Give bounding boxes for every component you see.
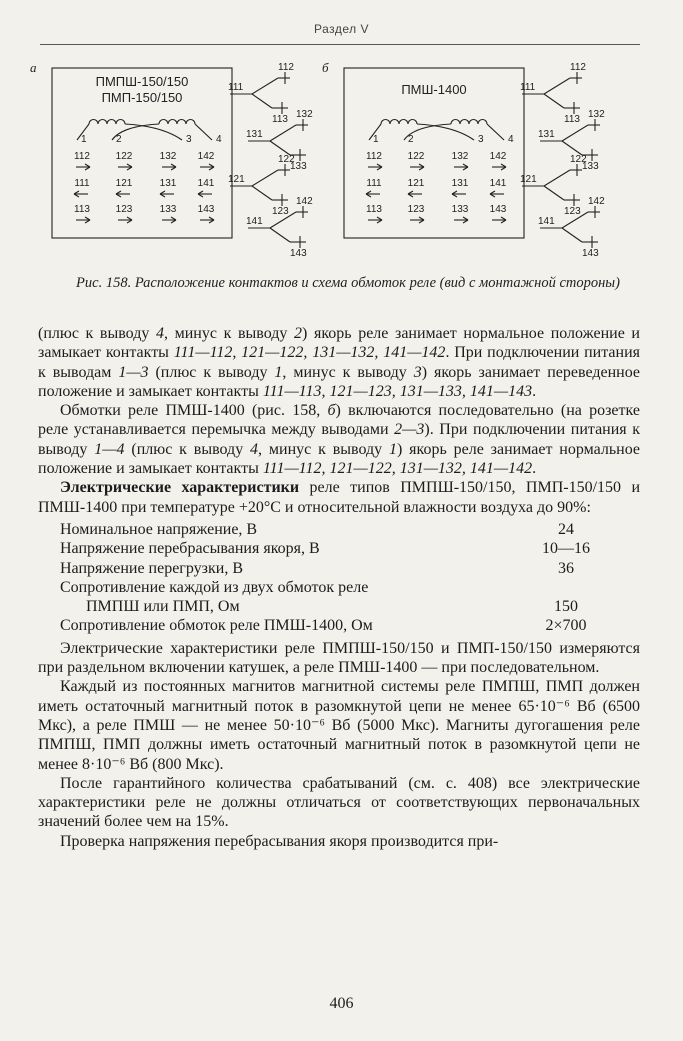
panel-a-contact-label: 123: [115, 204, 133, 215]
figure-caption: Рис. 158. Расположение контактов и схема обмоток реле (вид с монтажной стороны): [76, 275, 620, 291]
schematic-a-sw-lower: [252, 186, 272, 200]
panel-b-terminal-label: 2: [408, 134, 414, 145]
panel-a-contact-label: 132: [159, 151, 177, 162]
panel-b-contact-label: 123: [407, 204, 425, 215]
schematic-b-sw-bottom-label: 113: [564, 114, 580, 125]
schematic-b-sw-common-label: 131: [538, 129, 555, 140]
panel-b-contact-label: 133: [451, 204, 469, 215]
specs-list: [38, 520, 640, 636]
paragraph-1: (плюс к выводу 4, минус к выводу 2) якорь реле занимает нормальное положение и замыкает контакты 111—112, 121—122, 131—132, 141—142. При подключении питания к выводам 1—3 (плюс к выводу 1, минус к выводу 3) якорь занимает переведенное положение и замыкает контакты 111—113, 121—123, 131—133, 141—143.: [38, 325, 641, 400]
panel-a-coil-left: [89, 120, 125, 125]
panel-b-lead-4: [487, 124, 504, 140]
panel-b-contact-label: 131: [451, 178, 469, 189]
schematic-b-sw-top-label: 132: [588, 109, 605, 120]
schematic-a-sw-top-label: 142: [296, 196, 313, 207]
paragraph-5: Каждый из постоянных магнитов магнитной системы реле ПМПШ, ПМП должен иметь остаточный магнитный поток в разомкнутой цепи не менее 65·10⁻⁶ Вб (6500 Мкс), а реле ПМШ — не менее 50·10⁻⁶ Вб (5000 Мкс). Магниты дугогашения реле ПМПШ, ПМП должны иметь остаточный магнитный поток в разомкнутой цепи не менее 8·10⁻⁶ Вб (800 Мкс).: [38, 678, 640, 773]
schematic-a-sw-blade: [270, 125, 296, 141]
panel-b-contact-label: 132: [451, 151, 469, 162]
panel-b-coil-right: [451, 120, 487, 125]
panel-a-letter: а: [30, 60, 37, 75]
paragraph-4: Электрические характеристики реле ПМПШ-150/150 и ПМП-150/150 измеряются при раздельном включении катушек, а реле ПМШ-1400 — при последовательном.: [38, 639, 640, 677]
schematic-a-sw-common-label: 111: [228, 82, 244, 93]
schematic-b-sw-common-label: 141: [538, 216, 555, 227]
schematic-b-sw-common-label: 121: [520, 174, 537, 185]
panel-a-terminal-label: 4: [216, 134, 222, 145]
schematic-b-sw-bottom-label: 143: [582, 248, 599, 259]
schematic-a-sw-common-label: 131: [246, 129, 263, 140]
paragraph-6: После гарантийного количества срабатываний (см. с. 408) все электрические характеристики реле не должны отличаться от соответствующих первоначальных значений более чем на 15%.: [38, 774, 640, 831]
paragraph-3: Электрические характеристики реле типов ПМПШ-150/150, ПМП-150/150 и ПМШ-1400 при температуре +20°С и относительной влажности воздуха до 90%:: [38, 479, 641, 516]
panel-b-contact-label: 141: [489, 178, 507, 189]
schematic-a-sw-lower: [252, 94, 272, 108]
schematic-a-sw-common-label: 121: [228, 174, 245, 185]
schematic-b-sw-blade: [544, 78, 570, 94]
schematic-b-sw-common-label: 111: [520, 82, 536, 93]
panel-a-terminal-label: 2: [116, 134, 122, 145]
schematic-a-sw-top-label: 112: [278, 62, 294, 73]
panel-a-coil-right: [159, 120, 195, 125]
schematic-a-sw-common-label: 141: [246, 216, 263, 227]
panel-a-contact-label: 112: [74, 151, 90, 162]
panel-a-terminal-label: 3: [186, 134, 192, 145]
panel-b-terminal-label: 1: [373, 134, 379, 145]
schematic-a-sw-bottom-label: 113: [272, 114, 288, 125]
panel-b-contact-label: 111: [366, 178, 382, 189]
schematic-a-sw-bottom-label: 143: [290, 248, 307, 259]
schematic-a-sw-blade: [252, 170, 278, 186]
schematic-a-sw-bottom-label: 133: [290, 161, 307, 172]
schematic-b-sw-top-label: 122: [570, 154, 587, 165]
panel-b-contact-label: 122: [407, 151, 425, 162]
figure-158: [30, 56, 650, 266]
panel-b-lead-cross-1: [417, 124, 474, 140]
schematic-b-sw-bottom-label: 133: [582, 161, 599, 172]
paragraph-2: Обмотки реле ПМШ-1400 (рис. 158, б) включаются последовательно (на розетке реле устанавливается перемычка между выводами 2—3). При подключении питания к выводу 1—4 (плюс к выводу 4, минус к выводу 1) якорь реле занимает нормальное положение и замыкает контакты 111—112, 121—122, 131—132, 141—142.: [38, 402, 641, 478]
relay-contacts-diagram: [30, 56, 650, 266]
panel-a-contact-label: 133: [159, 204, 177, 215]
schematic-b-sw-bottom-label: 123: [564, 206, 581, 217]
panel-a-lead-4: [195, 124, 212, 140]
panel-b-coil-left: [381, 120, 417, 125]
panel-b-contact-label: 113: [366, 204, 382, 215]
schematic-b-sw-blade: [544, 170, 570, 186]
panel-b-title-line: ПМШ-1400: [401, 82, 467, 97]
panel-a-contact-label: 121: [115, 178, 133, 189]
schematic-a-sw-top-label: 122: [278, 154, 295, 165]
panel-a-contact-label: 143: [197, 204, 215, 215]
panel-b-contact-label: 112: [366, 151, 382, 162]
spec-row: Сопротивление обмоток реле ПМШ-1400, Ом 2×700: [60, 617, 587, 635]
panel-b-contact-label: 121: [407, 178, 425, 189]
schematic-a-sw-top-label: 132: [296, 109, 313, 120]
running-header: Раздел V: [314, 22, 369, 36]
panel-a-contact-label: 113: [74, 204, 90, 215]
panel-b-terminal-label: 3: [478, 134, 484, 145]
spec-row: Напряжение перебрасывания якоря, В 10—16: [60, 540, 590, 558]
panel-a-terminal-label: 1: [81, 134, 87, 145]
panel-a-contact-label: 122: [115, 151, 133, 162]
panel-a-contact-label: 141: [197, 178, 215, 189]
spec-row: Напряжение перегрузки, В 36: [60, 559, 574, 577]
schematic-b-sw-blade: [562, 125, 588, 141]
schematic-a-sw-bottom-label: 123: [272, 206, 289, 217]
panel-b-contact-label: 142: [489, 151, 507, 162]
spec-row: Номинальное напряжение, В 24: [60, 520, 574, 538]
schematic-b-sw-lower: [562, 228, 582, 242]
panel-b-terminal-label: 4: [508, 134, 514, 145]
panel-b-letter: б: [322, 60, 329, 75]
schematic-a-sw-blade: [252, 78, 278, 94]
panel-b-contact-label: 143: [489, 204, 507, 215]
paragraph-7: Проверка напряжения перебрасывания якоря производится при-: [60, 832, 499, 850]
body-text: [38, 324, 640, 851]
spec-row: Сопротивление каждой из двух обмоток реле: [60, 578, 369, 596]
panel-a-lead-cross-1: [125, 124, 182, 140]
schematic-b-sw-lower: [544, 186, 564, 200]
schematic-b-sw-top-label: 142: [588, 196, 605, 207]
page-number: 406: [329, 995, 354, 1012]
panel-a-contact-label: 142: [197, 151, 215, 162]
panel-a-contact-label: 131: [159, 178, 177, 189]
schematic-b-sw-lower: [562, 141, 582, 155]
schematic-b-sw-lower: [544, 94, 564, 108]
header-rule: [40, 44, 640, 45]
spec-row: ПМПШ или ПМП, Ом 150: [86, 598, 578, 616]
schematic-a-sw-lower: [270, 228, 290, 242]
panel-a-contact-label: 111: [74, 178, 90, 189]
panel-a-title-line: ПМПШ-150/150: [95, 74, 189, 89]
panel-a-title-line: ПМП-150/150: [101, 90, 183, 105]
schematic-b-sw-top-label: 112: [570, 62, 586, 73]
schematic-a-sw-lower: [270, 141, 290, 155]
